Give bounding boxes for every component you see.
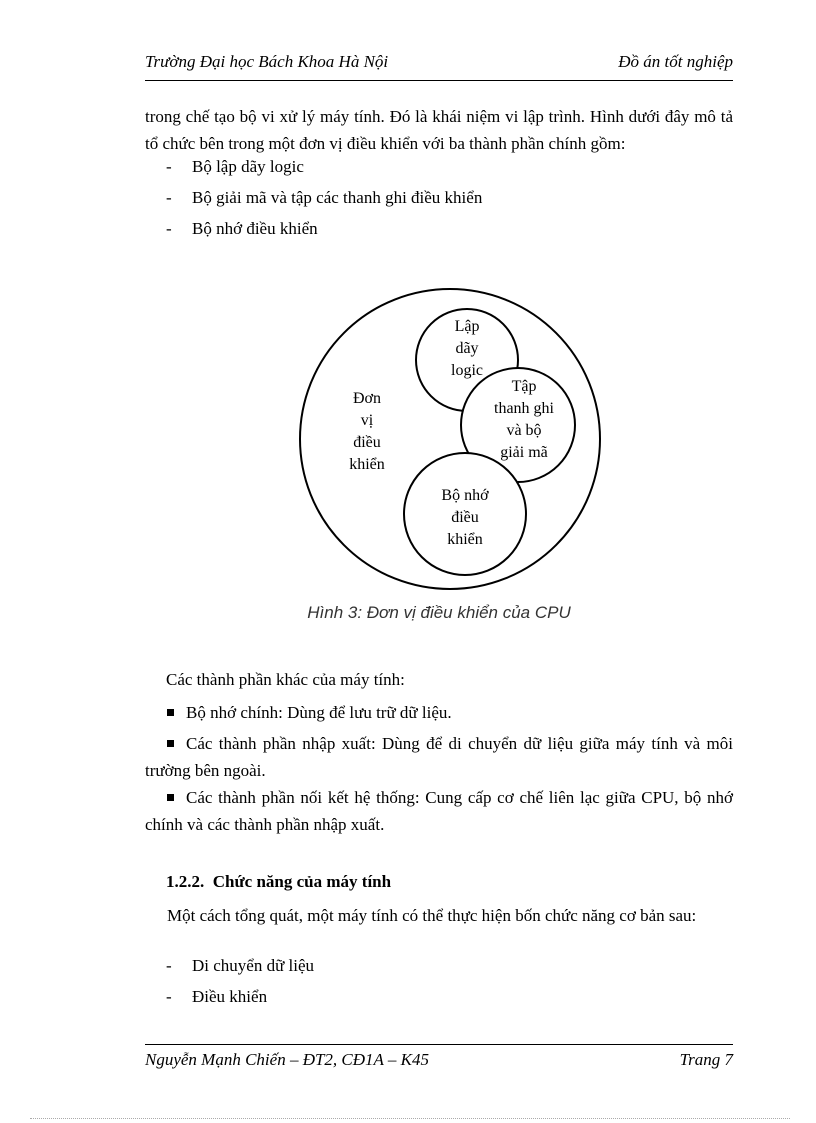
other-item: [145, 730, 733, 784]
figure-caption: Hình 3: Đơn vị điều khiển của CPU: [307, 603, 571, 622]
functions-intro: Một cách tổng quát, một máy tính có thể thực hiện bốn chức năng cơ bản sau:: [167, 906, 697, 925]
function-item: [166, 956, 314, 976]
component-item: [166, 188, 482, 208]
registers-label-line: Tập: [511, 378, 537, 395]
memory-label-line: điều: [451, 509, 479, 526]
square-bullet-icon: [167, 709, 174, 716]
registers-label-line: và bộ: [506, 422, 542, 439]
outer-label-line: khiển: [349, 456, 385, 473]
list-marker: -: [166, 157, 172, 176]
outer-label-line: vị: [360, 412, 374, 429]
sequencer-label-line: Lập: [454, 318, 480, 335]
other-item-text: Các thành phần nối kết hệ thống: Cung cấp cơ chế liên lạc giữa CPU, bộ nhớ chính và các thành phần nhập xuất.: [145, 788, 733, 834]
function-text: Di chuyển dữ liệu: [192, 956, 315, 975]
outer-label-line: Đơn: [352, 390, 382, 407]
component-text: Bộ giải mã và tập các thanh ghi điều khiển: [192, 188, 483, 207]
footer-divider: [145, 1044, 733, 1045]
square-bullet-icon: [167, 794, 174, 801]
memory-label-line: khiển: [447, 531, 483, 548]
list-marker: -: [166, 188, 172, 207]
header-school: Trường Đại học Bách Khoa Hà Nội: [145, 52, 389, 71]
function-item: [166, 987, 267, 1007]
list-marker: -: [166, 987, 172, 1006]
memory-label-line: Bộ nhớ: [441, 487, 489, 504]
page-header: [145, 52, 733, 78]
component-text: Bộ lập dãy logic: [192, 157, 304, 176]
outer-label-line: điều: [353, 434, 381, 451]
component-item: [166, 157, 304, 177]
page-bottom-dotted-edge: [30, 1118, 790, 1119]
registers-label-line: giải mã: [500, 444, 548, 461]
other-item: [145, 699, 733, 726]
registers-label-line: thanh ghi: [494, 400, 554, 417]
control-unit-diagram: [295, 282, 607, 594]
sequencer-label-line: dãy: [455, 340, 479, 357]
list-marker: -: [166, 956, 172, 975]
other-item-text: Bộ nhớ chính: Dùng để lưu trữ dữ liệu.: [186, 703, 452, 722]
outer-label: [349, 390, 385, 473]
page-footer: [145, 1050, 733, 1076]
header-doc-type: Đồ án tốt nghiệp: [618, 52, 733, 71]
list-marker: -: [166, 219, 172, 238]
intro-paragraph: trong chế tạo bộ vi xử lý máy tính. Đó là khái niệm vi lập trình. Hình dưới đây mô tả tổ chức bên trong một đơn vị điều khiển với ba thành phần chính gồm:: [145, 107, 733, 153]
section-title: Chức năng của máy tính: [212, 872, 392, 891]
square-bullet-icon: [167, 740, 174, 747]
component-item: [166, 219, 318, 239]
section-number: 1.2.2.: [166, 872, 205, 891]
page-number: Trang 7: [679, 1050, 733, 1069]
header-divider: [145, 80, 733, 81]
other-item: [145, 784, 733, 838]
sequencer-label-line: logic: [451, 362, 483, 379]
function-text: Điều khiển: [192, 987, 268, 1006]
sequencer-label: [451, 318, 483, 379]
other-item-text: Các thành phần nhập xuất: Dùng để di chuyển dữ liệu giữa máy tính và môi trường bên ngoài.: [145, 734, 733, 780]
others-intro: Các thành phần khác của máy tính:: [166, 670, 405, 689]
component-text: Bộ nhớ điều khiển: [192, 219, 318, 238]
footer-author: Nguyễn Mạnh Chiến – ĐT2, CĐ1A – K45: [145, 1050, 429, 1069]
section-heading: [166, 872, 391, 892]
